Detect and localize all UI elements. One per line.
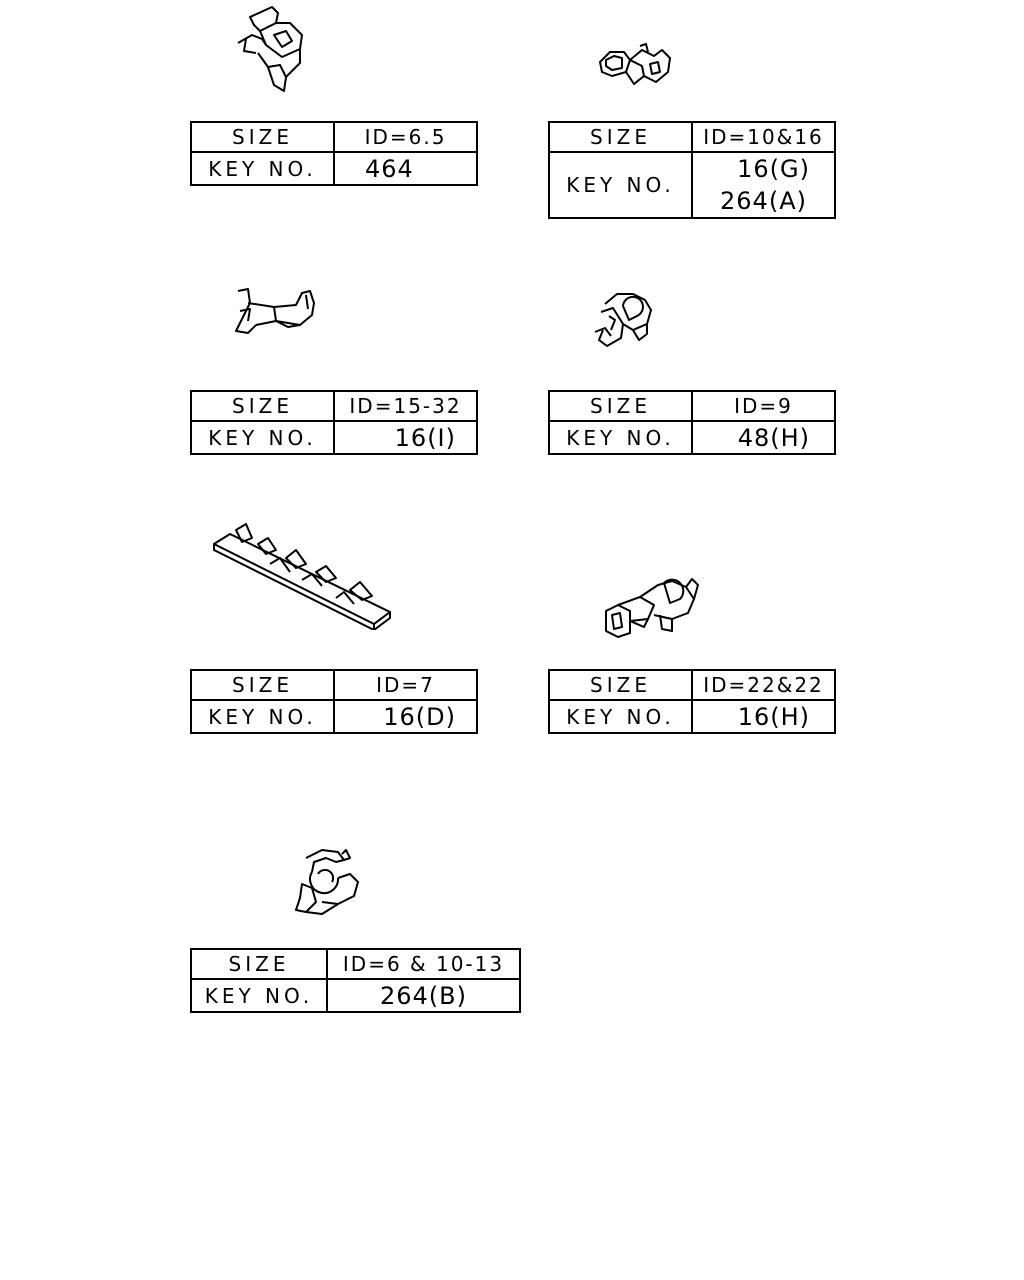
spec-table-3 <box>190 390 478 455</box>
clip-illustration-7 <box>292 848 367 920</box>
key-no-value: 16(I) <box>334 421 477 454</box>
clip-illustration-4 <box>593 290 658 352</box>
size-value: ID=6.5 <box>334 122 477 152</box>
size-value: ID=6 & 10-13 <box>327 949 520 979</box>
key-no-label: KEY NO. <box>549 421 692 454</box>
spec-table-5 <box>190 669 478 734</box>
clip-illustration-2 <box>596 42 676 92</box>
clip-illustration-3 <box>230 285 320 340</box>
key-no-line-1: 16(G) <box>737 155 810 183</box>
size-label: SIZE <box>191 670 334 700</box>
spec-table-4 <box>548 390 836 455</box>
spec-table-7 <box>190 948 521 1013</box>
key-no-value: 264(B) <box>327 979 520 1012</box>
clip-illustration-1 <box>230 5 310 95</box>
key-no-label: KEY NO. <box>191 979 327 1012</box>
key-no-label: KEY NO. <box>549 152 692 218</box>
key-no-label: KEY NO. <box>191 700 334 733</box>
size-label: SIZE <box>191 122 334 152</box>
key-no-value: 16(H) <box>692 700 835 733</box>
key-no-value: 48(H) <box>692 421 835 454</box>
key-no-value: 16(D) <box>334 700 477 733</box>
size-value: ID=15-32 <box>334 391 477 421</box>
size-value: ID=22&22 <box>692 670 835 700</box>
key-no-value: 464 <box>334 152 477 185</box>
key-no-label: KEY NO. <box>191 152 334 185</box>
spec-table-2 <box>548 121 836 219</box>
size-label: SIZE <box>191 949 327 979</box>
size-value: ID=7 <box>334 670 477 700</box>
size-label: SIZE <box>549 122 692 152</box>
key-no-label: KEY NO. <box>549 700 692 733</box>
key-no-value <box>692 152 835 218</box>
clip-strip-illustration-5 <box>210 520 395 630</box>
size-label: SIZE <box>549 670 692 700</box>
size-label: SIZE <box>191 391 334 421</box>
size-label: SIZE <box>549 391 692 421</box>
key-no-line-2: 264(A) <box>720 187 807 215</box>
key-no-label: KEY NO. <box>191 421 334 454</box>
spec-table-1 <box>190 121 478 186</box>
spec-table-6 <box>548 669 836 734</box>
size-value: ID=10&16 <box>692 122 835 152</box>
clip-illustration-6 <box>600 575 700 643</box>
size-value: ID=9 <box>692 391 835 421</box>
